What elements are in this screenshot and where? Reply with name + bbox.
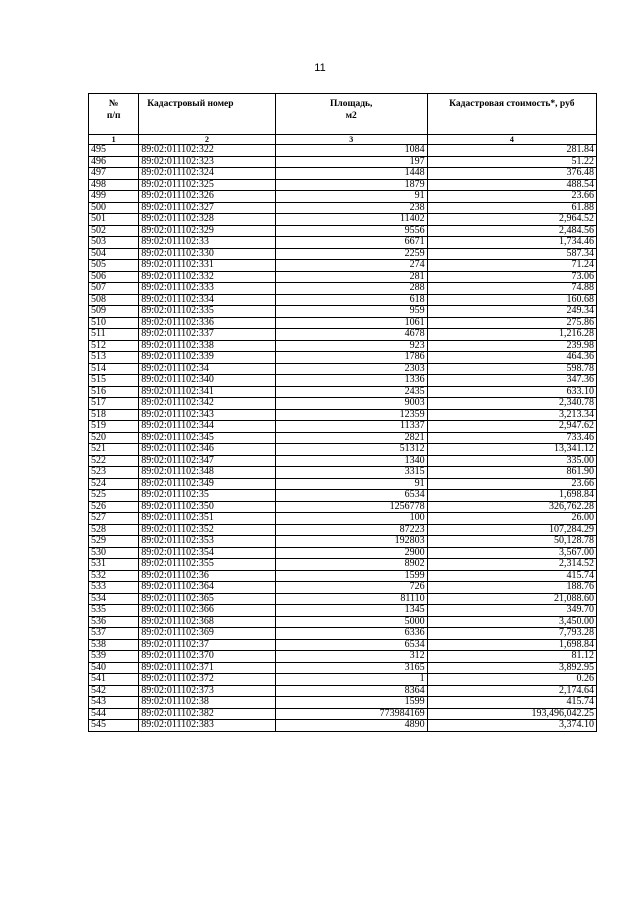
row-cadastral-value: 3,374.10 [427,720,596,732]
row-area: 192803 [275,536,427,548]
table-row [89,202,597,214]
row-cadastral-number: 89:02:011102:382 [139,708,275,720]
table-row [89,271,597,283]
row-index: 535 [89,605,139,617]
row-area: 87223 [275,524,427,536]
row-index: 536 [89,616,139,628]
table-row [89,628,597,640]
row-area: 6534 [275,490,427,502]
table-row [89,375,597,387]
row-index: 509 [89,306,139,318]
table-row [89,409,597,421]
table-row [89,260,597,272]
table-row [89,708,597,720]
header-col-index-4: 4 [427,135,596,145]
row-area: 2821 [275,432,427,444]
row-index: 511 [89,329,139,341]
row-area: 4678 [275,329,427,341]
row-cadastral-number: 89:02:011102:333 [139,283,275,295]
row-cadastral-value: 2,174.64 [427,685,596,697]
row-area: 51312 [275,444,427,456]
row-cadastral-number: 89:02:011102:332 [139,271,275,283]
row-area: 91 [275,191,427,203]
row-area: 288 [275,283,427,295]
header-col-index-1: 1 [89,135,139,145]
row-area: 2259 [275,248,427,260]
row-cadastral-value: 107,284.29 [427,524,596,536]
row-cadastral-number: 89:02:011102:328 [139,214,275,226]
row-index: 520 [89,432,139,444]
row-cadastral-number: 89:02:011102:369 [139,628,275,640]
table-row [89,605,597,617]
row-area: 100 [275,513,427,525]
table-row [89,444,597,456]
row-area: 726 [275,582,427,594]
row-index: 523 [89,467,139,479]
table-row [89,651,597,663]
row-cadastral-number: 89:02:011102:339 [139,352,275,364]
row-index: 545 [89,720,139,732]
table-row [89,306,597,318]
row-cadastral-value: 3,450.00 [427,616,596,628]
row-cadastral-value: 349.70 [427,605,596,617]
row-area: 6336 [275,628,427,640]
row-index: 530 [89,547,139,559]
row-cadastral-value: 2,484.56 [427,225,596,237]
row-area: 9003 [275,398,427,410]
row-cadastral-value: 249.34 [427,306,596,318]
row-area: 91 [275,478,427,490]
table-row [89,501,597,513]
row-index: 499 [89,191,139,203]
row-cadastral-value: 0.26 [427,674,596,686]
table-row [89,191,597,203]
row-cadastral-value: 239.98 [427,340,596,352]
page-number: 11 [314,62,326,74]
table-row [89,214,597,226]
row-cadastral-number: 89:02:011102:336 [139,317,275,329]
row-area: 5000 [275,616,427,628]
row-cadastral-value: 1,734.46 [427,237,596,249]
row-index: 519 [89,421,139,433]
row-index: 515 [89,375,139,387]
header-col-index-3: 3 [275,135,427,145]
row-index: 533 [89,582,139,594]
row-index: 514 [89,363,139,375]
row-area: 312 [275,651,427,663]
row-cadastral-value: 3,213.34 [427,409,596,421]
row-cadastral-number: 89:02:011102:352 [139,524,275,536]
row-area: 6534 [275,639,427,651]
row-area: 1879 [275,179,427,191]
row-area: 1599 [275,570,427,582]
row-area: 11402 [275,214,427,226]
table-row [89,467,597,479]
table-row [89,478,597,490]
row-area: 238 [275,202,427,214]
row-cadastral-value: 3,567.00 [427,547,596,559]
row-index: 497 [89,168,139,180]
header-cadastral-number: Кадастровый номер [139,94,275,135]
table-row [89,432,597,444]
row-cadastral-number: 89:02:011102:326 [139,191,275,203]
row-cadastral-number: 89:02:011102:347 [139,455,275,467]
row-cadastral-value: 50,128.78 [427,536,596,548]
table-row [89,593,597,605]
row-index: 541 [89,674,139,686]
row-index: 513 [89,352,139,364]
row-index: 498 [89,179,139,191]
table-row [89,455,597,467]
row-cadastral-number: 89:02:011102:351 [139,513,275,525]
table-row [89,156,597,168]
row-cadastral-number: 89:02:011102:325 [139,179,275,191]
row-cadastral-value: 2,947.62 [427,421,596,433]
cadastral-table [88,93,597,732]
row-area: 12359 [275,409,427,421]
header-col-index-2: 2 [139,135,275,145]
row-cadastral-number: 89:02:011102:36 [139,570,275,582]
row-area: 1340 [275,455,427,467]
row-cadastral-value: 861.90 [427,467,596,479]
table-row [89,685,597,697]
row-cadastral-value: 61.88 [427,202,596,214]
row-index: 505 [89,260,139,272]
header-number: № п/п [89,94,139,135]
row-cadastral-value: 193,496,042.25 [427,708,596,720]
table-row [89,237,597,249]
row-cadastral-number: 89:02:011102:368 [139,616,275,628]
row-index: 495 [89,145,139,157]
table-row [89,329,597,341]
row-index: 504 [89,248,139,260]
row-area: 8902 [275,559,427,571]
row-cadastral-value: 587.34 [427,248,596,260]
row-cadastral-number: 89:02:011102:373 [139,685,275,697]
row-area: 1 [275,674,427,686]
row-area: 11337 [275,421,427,433]
row-index: 537 [89,628,139,640]
table-row [89,248,597,260]
table-row [89,559,597,571]
header-area: Площадь, м2 [275,94,427,135]
row-index: 539 [89,651,139,663]
row-cadastral-value: 26.00 [427,513,596,525]
row-cadastral-number: 89:02:011102:349 [139,478,275,490]
row-cadastral-number: 89:02:011102:372 [139,674,275,686]
row-cadastral-value: 335.00 [427,455,596,467]
row-area: 8364 [275,685,427,697]
row-cadastral-number: 89:02:011102:344 [139,421,275,433]
row-area: 618 [275,294,427,306]
row-index: 534 [89,593,139,605]
row-index: 543 [89,697,139,709]
row-cadastral-value: 464.36 [427,352,596,364]
table-row [89,662,597,674]
row-area: 4890 [275,720,427,732]
row-cadastral-value: 326,762.28 [427,501,596,513]
row-index: 516 [89,386,139,398]
row-index: 529 [89,536,139,548]
row-cadastral-number: 89:02:011102:366 [139,605,275,617]
row-area: 1599 [275,697,427,709]
row-cadastral-value: 81.12 [427,651,596,663]
table-row [89,145,597,157]
row-area: 2900 [275,547,427,559]
row-area: 6671 [275,237,427,249]
row-cadastral-value: 23.66 [427,191,596,203]
table-row [89,363,597,375]
row-cadastral-number: 89:02:011102:353 [139,536,275,548]
row-cadastral-number: 89:02:011102:323 [139,156,275,168]
row-cadastral-value: 188.76 [427,582,596,594]
table-row [89,536,597,548]
row-cadastral-value: 2,340.78 [427,398,596,410]
row-cadastral-number: 89:02:011102:324 [139,168,275,180]
row-area: 1061 [275,317,427,329]
row-cadastral-number: 89:02:011102:365 [139,593,275,605]
row-index: 506 [89,271,139,283]
row-cadastral-number: 89:02:011102:370 [139,651,275,663]
row-cadastral-value: 2,314.52 [427,559,596,571]
row-cadastral-value: 1,698.84 [427,639,596,651]
table-row [89,524,597,536]
row-cadastral-number: 89:02:011102:383 [139,720,275,732]
table-row [89,513,597,525]
table-row [89,179,597,191]
row-index: 538 [89,639,139,651]
row-cadastral-number: 89:02:011102:345 [139,432,275,444]
row-area: 1786 [275,352,427,364]
row-cadastral-value: 415.74 [427,570,596,582]
row-cadastral-value: 488.54 [427,179,596,191]
table-header [89,94,597,145]
table-row [89,340,597,352]
row-cadastral-number: 89:02:011102:33 [139,237,275,249]
row-index: 540 [89,662,139,674]
row-area: 1448 [275,168,427,180]
row-area: 2435 [275,386,427,398]
table-row [89,317,597,329]
row-area: 3315 [275,467,427,479]
row-index: 501 [89,214,139,226]
table-row [89,674,597,686]
row-index: 503 [89,237,139,249]
row-index: 500 [89,202,139,214]
row-cadastral-value: 1,698.84 [427,490,596,502]
row-cadastral-number: 89:02:011102:355 [139,559,275,571]
row-cadastral-value: 598.78 [427,363,596,375]
row-cadastral-number: 89:02:011102:37 [139,639,275,651]
row-cadastral-value: 73.06 [427,271,596,283]
row-area: 1256778 [275,501,427,513]
header-cadastral-value: Кадастровая стоимость*, руб [427,94,596,135]
row-index: 526 [89,501,139,513]
row-cadastral-value: 23.66 [427,478,596,490]
row-cadastral-number: 89:02:011102:338 [139,340,275,352]
row-index: 525 [89,490,139,502]
row-cadastral-number: 89:02:011102:364 [139,582,275,594]
row-cadastral-number: 89:02:011102:335 [139,306,275,318]
row-cadastral-value: 3,892.95 [427,662,596,674]
row-cadastral-number: 89:02:011102:342 [139,398,275,410]
row-index: 522 [89,455,139,467]
table-row [89,294,597,306]
row-area: 1345 [275,605,427,617]
row-cadastral-number: 89:02:011102:327 [139,202,275,214]
row-cadastral-number: 89:02:011102:331 [139,260,275,272]
row-cadastral-value: 71.24 [427,260,596,272]
row-cadastral-value: 2,964.52 [427,214,596,226]
row-index: 512 [89,340,139,352]
row-cadastral-value: 733.46 [427,432,596,444]
row-index: 518 [89,409,139,421]
row-area: 1336 [275,375,427,387]
row-index: 510 [89,317,139,329]
row-cadastral-value: 7,793.28 [427,628,596,640]
row-cadastral-value: 21,088.60 [427,593,596,605]
table-row [89,386,597,398]
row-cadastral-number: 89:02:011102:34 [139,363,275,375]
row-index: 531 [89,559,139,571]
row-cadastral-value: 281.84 [427,145,596,157]
row-index: 527 [89,513,139,525]
row-index: 521 [89,444,139,456]
row-cadastral-number: 89:02:011102:341 [139,386,275,398]
row-cadastral-value: 160.68 [427,294,596,306]
table-row [89,168,597,180]
row-cadastral-value: 633.10 [427,386,596,398]
row-cadastral-number: 89:02:011102:350 [139,501,275,513]
row-cadastral-value: 415.74 [427,697,596,709]
row-cadastral-value: 376.48 [427,168,596,180]
row-index: 528 [89,524,139,536]
row-area: 281 [275,271,427,283]
row-area: 773984169 [275,708,427,720]
row-area: 9556 [275,225,427,237]
row-cadastral-number: 89:02:011102:340 [139,375,275,387]
table-row [89,616,597,628]
row-cadastral-value: 275.86 [427,317,596,329]
row-area: 81110 [275,593,427,605]
row-cadastral-number: 89:02:011102:322 [139,145,275,157]
table-row [89,398,597,410]
row-cadastral-number: 89:02:011102:371 [139,662,275,674]
table-row [89,490,597,502]
row-cadastral-number: 89:02:011102:329 [139,225,275,237]
row-index: 496 [89,156,139,168]
table-row [89,697,597,709]
row-cadastral-number: 89:02:011102:330 [139,248,275,260]
row-cadastral-value: 347.36 [427,375,596,387]
row-index: 507 [89,283,139,295]
table-row [89,352,597,364]
row-area: 1084 [275,145,427,157]
row-cadastral-value: 51.22 [427,156,596,168]
row-cadastral-value: 13,341.12 [427,444,596,456]
row-cadastral-number: 89:02:011102:334 [139,294,275,306]
row-index: 502 [89,225,139,237]
row-cadastral-value: 1,216.28 [427,329,596,341]
table-row [89,547,597,559]
row-cadastral-number: 89:02:011102:337 [139,329,275,341]
row-index: 508 [89,294,139,306]
table-row [89,582,597,594]
row-area: 274 [275,260,427,272]
table-row [89,639,597,651]
row-index: 524 [89,478,139,490]
row-area: 2303 [275,363,427,375]
row-cadastral-value: 74.88 [427,283,596,295]
row-index: 542 [89,685,139,697]
table-row [89,570,597,582]
row-area: 197 [275,156,427,168]
row-cadastral-number: 89:02:011102:343 [139,409,275,421]
table-row [89,225,597,237]
row-cadastral-number: 89:02:011102:346 [139,444,275,456]
row-index: 517 [89,398,139,410]
table-body [89,145,597,732]
table-row [89,720,597,732]
row-area: 3165 [275,662,427,674]
table-row [89,283,597,295]
row-cadastral-number: 89:02:011102:35 [139,490,275,502]
table-row [89,421,597,433]
row-area: 923 [275,340,427,352]
row-area: 959 [275,306,427,318]
row-cadastral-number: 89:02:011102:354 [139,547,275,559]
row-index: 532 [89,570,139,582]
row-index: 544 [89,708,139,720]
row-cadastral-number: 89:02:011102:38 [139,697,275,709]
row-cadastral-number: 89:02:011102:348 [139,467,275,479]
